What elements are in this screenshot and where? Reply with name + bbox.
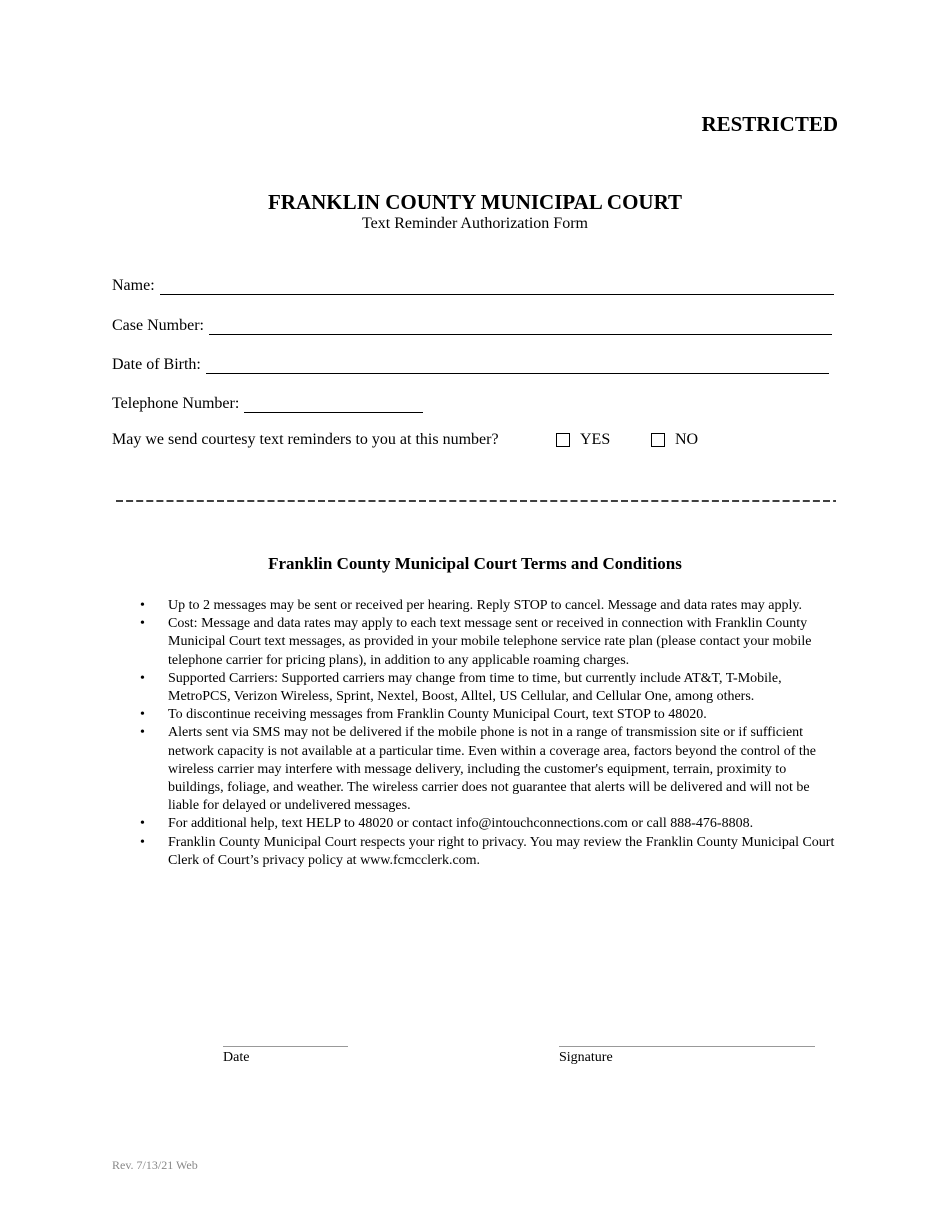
terms-item	[140, 615, 840, 670]
terms-heading: Franklin County Municipal Court Terms and Conditions	[268, 554, 682, 573]
terms-item-text: To discontinue receiving messages from Franklin County Municipal Court, text STOP to 48020.	[168, 707, 707, 723]
telephone-input-line[interactable]	[244, 396, 423, 413]
date-of-birth-field	[112, 354, 829, 374]
telephone-label: Telephone Number:	[112, 395, 240, 412]
no-checkbox[interactable]	[651, 433, 665, 447]
terms-item	[140, 670, 840, 706]
case-number-label: Case Number:	[112, 317, 204, 334]
case-number-input-line[interactable]	[209, 318, 832, 335]
terms-item	[140, 724, 840, 815]
date-signature-line[interactable]	[223, 1046, 348, 1047]
signature-line[interactable]	[559, 1046, 815, 1047]
terms-item	[140, 834, 840, 870]
name-field	[112, 275, 834, 295]
terms-item	[140, 597, 840, 615]
dashed-divider	[114, 486, 838, 506]
terms-item-text: Franklin County Municipal Court respects your right to privacy. You may review the Franklin County Municipal Court Clerk of Court’s privacy policy at www.fcmcclerk.com.	[168, 834, 835, 868]
terms-item	[140, 815, 840, 833]
terms-item-text: Alerts sent via SMS may not be delivered if the mobile phone is not in a range of transmission site or if sufficient network capacity is not available at a particular time. Even within a coverage area, factors beyond the control of the wireless carrier may interfere with message delivery, including the customer's equipment, terrain, proximity to buildings, foliage, and weather. The wireless carrier does not guarantee that alerts will be delivered and will not be liable for delayed or undelivered messages.	[168, 725, 817, 814]
terms-list	[140, 597, 840, 870]
terms-item-text: Supported Carriers: Supported carriers may change from time to time, but currently include AT&T, T-Mobile, MetroPCS, Verizon Wireless, Sprint, Nextel, Boost, Alltel, US Cellular, and Cellular One, among others.	[168, 670, 782, 705]
no-option[interactable]	[651, 431, 698, 449]
terms-item-text: Up to 2 messages may be sent or received per hearing. Reply STOP to cancel. Message and data rates may apply.	[168, 598, 802, 613]
bullet-icon: •	[140, 707, 145, 723]
bullet-icon: •	[140, 670, 145, 686]
bullet-icon: •	[140, 616, 145, 632]
yes-option[interactable]	[556, 431, 610, 449]
bullet-icon: •	[140, 598, 145, 613]
name-input-line[interactable]	[160, 278, 834, 295]
bullet-icon: •	[140, 834, 145, 850]
restricted-label: RESTRICTED	[701, 112, 838, 136]
revision-note: Rev. 7/13/21 Web	[112, 1158, 198, 1172]
name-label: Name:	[112, 277, 155, 294]
bullet-icon: •	[140, 725, 145, 741]
terms-item-text: For additional help, text HELP to 48020 or contact info@intouchconnections.com or call 888-476-8808.	[168, 816, 754, 832]
case-number-field	[112, 315, 832, 335]
no-label: NO	[675, 431, 699, 448]
signature-label: Signature	[559, 1050, 613, 1065]
dob-label: Date of Birth:	[112, 356, 201, 373]
date-label: Date	[223, 1050, 250, 1065]
court-title: FRANKLIN COUNTY MUNICIPAL COURT	[267, 190, 683, 214]
yes-label: YES	[580, 431, 611, 448]
telephone-field	[112, 393, 423, 413]
bullet-icon: •	[140, 816, 145, 832]
consent-question: May we send courtesy text reminders to you at this number?	[112, 431, 499, 448]
form-subtitle: Text Reminder Authorization Form	[362, 215, 588, 232]
dob-input-line[interactable]	[206, 357, 829, 374]
terms-item	[140, 706, 840, 724]
terms-item-text: Cost: Message and data rates may apply to each text message sent or received in connection with Franklin County Municipal Court text messages, as provided in your mobile telephone service rate plan (please contact your mobile telephone carrier for pricing plans), in addition to any applicable roaming charges.	[168, 616, 812, 668]
yes-checkbox[interactable]	[556, 433, 570, 447]
